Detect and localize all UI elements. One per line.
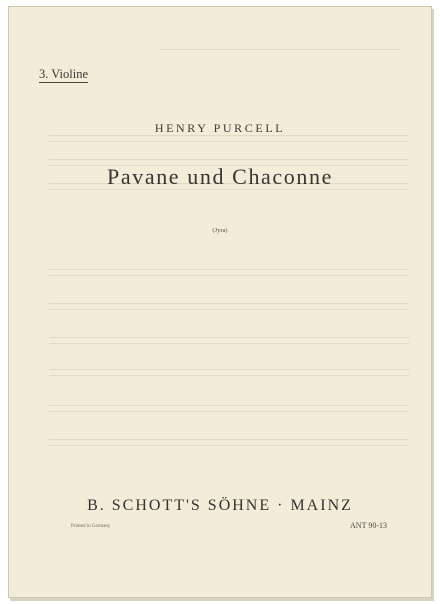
publisher-line: B. SCHOTT'S SÖHNE · MAINZ: [87, 497, 353, 514]
show-through-line: [49, 309, 409, 310]
composer-name: HENRY PURCELL: [154, 121, 286, 135]
part-label: 3. Violine: [39, 67, 89, 81]
work-title: Pavane und Chaconne: [107, 164, 333, 189]
show-through-line: [49, 405, 409, 406]
show-through-line: [49, 343, 409, 344]
catalog-number: ANT 90-13: [350, 521, 387, 530]
show-through-line: [49, 445, 409, 446]
cover-page: [8, 6, 432, 598]
show-through-line: [49, 375, 409, 376]
show-through-line: [49, 159, 409, 160]
title-qualifier: (Jyra): [212, 227, 228, 234]
show-through-line: [159, 49, 399, 50]
show-through-line: [49, 369, 409, 370]
show-through-line: [49, 141, 409, 142]
printed-in-note: Printed in Germany: [71, 524, 111, 529]
show-through-line: [49, 303, 409, 304]
show-through-line: [49, 269, 409, 270]
show-through-line: [49, 439, 409, 440]
show-through-line: [49, 411, 409, 412]
show-through-line: [49, 275, 409, 276]
show-through-line: [49, 337, 409, 338]
